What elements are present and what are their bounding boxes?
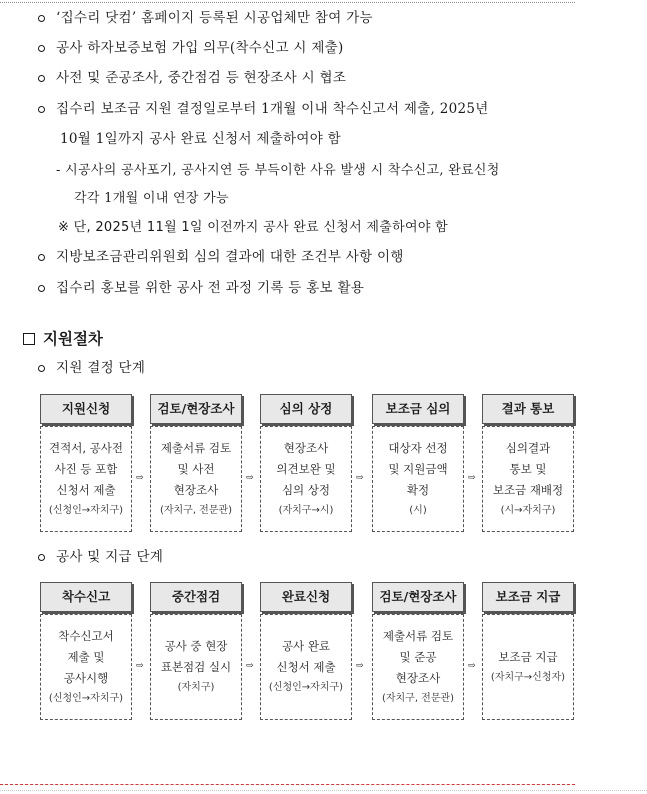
flow-step-text: 견적서, 공사전 <box>49 440 123 455</box>
flow-step-title: 지원신청 <box>40 394 132 424</box>
flow-step-body <box>40 426 132 532</box>
bottom-dotted-rule <box>0 790 647 791</box>
flow-step-text: 제출서류 검토 <box>382 628 454 643</box>
flow-step-title: 보조금 지급 <box>482 582 574 612</box>
condition-item: 공사 하자보증보험 가입 의무(착수신고 시 제출) <box>38 38 344 58</box>
flow-step-title: 검토/현장조사 <box>150 394 242 424</box>
flow-step-text: 현장조사 <box>173 482 219 497</box>
right-arrow-icon: ⇨ <box>468 473 476 483</box>
flow-step-text: 보조금 지급 <box>498 649 558 664</box>
flow-step-text: 현장조사 <box>395 670 441 685</box>
flow-step-body <box>150 614 242 720</box>
flow-step-body <box>372 614 464 720</box>
right-arrow-icon: ⇨ <box>356 661 364 671</box>
flow-step-text: 제출 및 <box>67 649 105 664</box>
circle-bullet-icon <box>38 75 45 82</box>
flow-step-text: 공사시행 <box>63 670 109 685</box>
flow-step-body <box>40 614 132 720</box>
flow-step-title: 결과 통보 <box>482 394 574 424</box>
flow-step-text: 및 준공 <box>399 649 437 664</box>
flow-step-text: 대상자 선정 <box>388 440 448 455</box>
circle-bullet-icon <box>38 285 45 292</box>
circle-bullet-icon <box>38 554 45 561</box>
flow-step-actor: (시→자치구) <box>500 504 556 516</box>
flow-step-text: 사진 등 포함 <box>54 461 118 476</box>
condition-item: 지방보조금관리위원회 심의 결과에 대한 조건부 사항 이행 <box>38 247 404 267</box>
condition-subitem: - 시공사의 공사포기, 공사지연 등 부득이한 사유 발생 시 착수신고, 완료신청 <box>56 163 500 178</box>
condition-item: 집수리 보조금 지원 결정일로부터 1개월 이내 착수신고서 제출, 2025년 <box>38 99 489 119</box>
right-arrow-icon: ⇨ <box>246 661 254 671</box>
flow-step-body <box>260 614 352 720</box>
right-arrow-icon: ⇨ <box>136 661 144 671</box>
flow-step-body <box>150 426 242 532</box>
flow-step-text: 및 지원금액 <box>388 461 448 476</box>
flow-step-text: 심의결과 <box>505 440 551 455</box>
flow-step-text: 신청서 제출 <box>56 482 116 497</box>
flow-step-actor: (자치구, 전문관) <box>159 504 233 516</box>
flow-step-actor: (자치구, 전문관) <box>381 692 455 704</box>
flow-step-text: 제출서류 검토 <box>160 440 232 455</box>
flow-step-actor: (시) <box>409 504 427 516</box>
stage1-label: 지원 결정 단계 <box>38 358 145 378</box>
flow-step-actor: (신청인→자치구) <box>48 504 124 516</box>
right-arrow-icon: ⇨ <box>468 661 476 671</box>
flow-step-actor: (신청인→자치구) <box>268 682 344 693</box>
flow-step-actor: (자치구→신청자) <box>490 671 566 683</box>
flow-step-text: 착수신고서 <box>58 628 114 643</box>
flow-step-title: 중간점검 <box>150 582 242 612</box>
section-title: 지원절차 <box>23 327 103 349</box>
right-arrow-icon: ⇨ <box>246 473 254 483</box>
flow-step-body <box>260 426 352 532</box>
top-dotted-rule <box>0 2 575 3</box>
right-arrow-icon: ⇨ <box>136 473 144 483</box>
flow-step-title: 착수신고 <box>40 582 132 612</box>
flow-step-actor: (자치구) <box>177 682 215 693</box>
right-arrow-icon: ⇨ <box>356 473 364 483</box>
flow-step-title: 보조금 심의 <box>372 394 464 424</box>
condition-continuation: 10월 1일까지 공사 완료 신청서 제출하여야 함 <box>60 131 342 147</box>
flow-step-text: 확정 <box>406 482 430 497</box>
flow-step-body <box>482 426 574 532</box>
flow-step-text: 및 사전 <box>177 461 215 476</box>
circle-bullet-icon <box>38 365 45 372</box>
flow-step-title: 심의 상정 <box>260 394 352 424</box>
circle-bullet-icon <box>38 106 45 113</box>
circle-bullet-icon <box>38 45 45 52</box>
condition-item: 사전 및 준공조사, 중간점검 등 현장조사 시 협조 <box>38 68 346 88</box>
flow-step-title: 검토/현장조사 <box>372 582 464 612</box>
flow-step-text: 통보 및 <box>509 461 547 476</box>
condition-subitem-continuation: 각각 1개월 이내 연장 가능 <box>74 191 229 206</box>
condition-item: ‘집수리 닷컴’ 홈페이지 등록된 시공업체만 참여 가능 <box>38 8 373 28</box>
flow-step-text: 신청서 제출 <box>276 660 336 674</box>
flow-step-actor: (신청인→자치구) <box>48 692 124 704</box>
flow-step-text: 심의 상정 <box>281 482 331 497</box>
stage2-label: 공사 및 지급 단계 <box>38 547 163 567</box>
circle-bullet-icon <box>38 254 45 261</box>
flow-step-title: 완료신청 <box>260 582 352 612</box>
flow-step-body <box>372 426 464 532</box>
flow-step-text: 현장조사 <box>283 440 329 455</box>
condition-item: 집수리 홍보를 위한 공사 전 과정 기록 등 홍보 활용 <box>38 278 364 298</box>
flow-step-body <box>482 614 574 720</box>
square-bullet-icon <box>23 333 35 345</box>
flow-step-text: 표본점검 실시 <box>160 660 232 674</box>
bottom-dashed-rule <box>0 784 575 785</box>
flow-step-text: 보조금 재배정 <box>492 482 564 497</box>
flow-step-actor: (자치구→시) <box>278 504 334 516</box>
flow-step-text: 공사 완료 <box>281 639 331 653</box>
condition-note: ※ 단, 2025년 11월 1일 이전까지 공사 완료 신청서 제출하여야 함 <box>58 220 448 235</box>
circle-bullet-icon <box>38 15 45 22</box>
flow-step-text: 의견보완 및 <box>276 461 336 476</box>
flow-step-text: 공사 중 현장 <box>164 639 228 653</box>
